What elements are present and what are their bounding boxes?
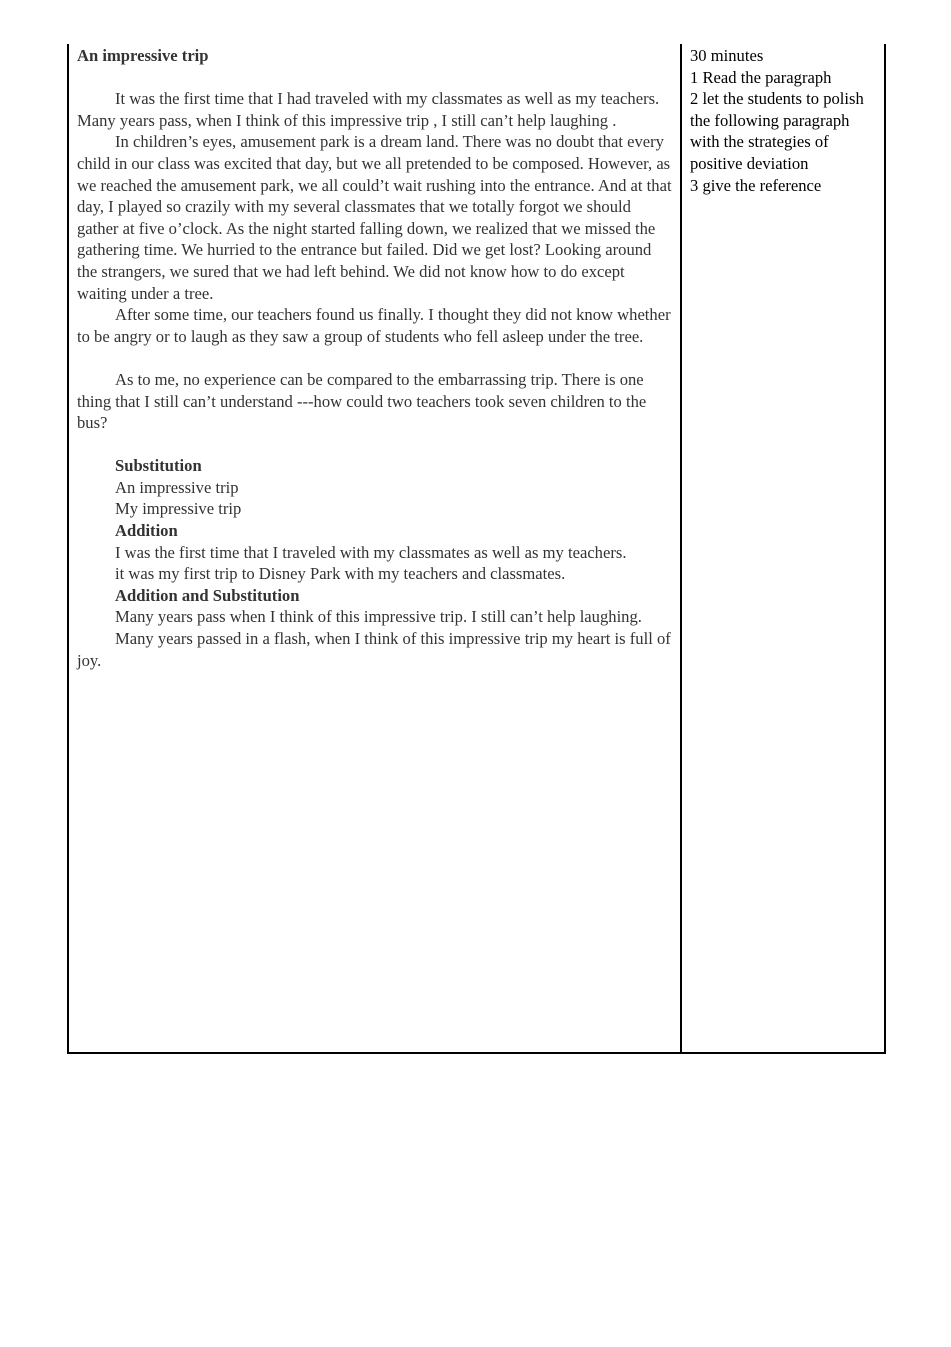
substitution-original: An impressive trip <box>115 477 239 497</box>
addition-heading: Addition <box>115 521 178 541</box>
addition-substitution-revised: Many years passed in a flash, when I think of this impressive trip my heart is full of joy. <box>77 629 671 670</box>
addition-original: I was the first time that I traveled with my classmates as well as my teachers. <box>115 542 627 562</box>
essay-paragraph-1: It was the first time that I had traveled with my classmates as well as my teachers. Many years pass, when I think of this impressive trip , I still can’t help laughing . <box>77 89 660 130</box>
procedure-step-3: 3 give the reference <box>690 175 822 195</box>
substitution-heading: Substitution <box>115 456 202 476</box>
procedure-step-1: 1 Read the paragraph <box>690 67 832 87</box>
addition-substitution-original: Many years pass when I think of this impressive trip. I still can’t help laughing. <box>115 607 642 627</box>
addition-revised: it was my first trip to Disney Park with my teachers and classmates. <box>115 564 566 584</box>
procedure-time: 30 minutes <box>690 46 764 65</box>
substitution-revised: My impressive trip <box>115 499 242 519</box>
column-divider <box>680 44 682 1054</box>
addition-substitution-heading: Addition and Substitution <box>115 585 300 605</box>
essay-column <box>77 45 675 671</box>
procedure-column <box>690 45 880 196</box>
essay-title: An impressive trip <box>77 46 209 65</box>
procedure-step-2: 2 let the students to polish the following paragraph with the strategies of positive deviation <box>690 89 864 173</box>
essay-paragraph-4: As to me, no experience can be compared to the embarrassing trip. There is one thing that I still can’t understand ---how could two teachers took seven children to the bus? <box>77 369 647 433</box>
essay-paragraph-3: After some time, our teachers found us finally. I thought they did not know whether to be angry or to laugh as they saw a group of students who fell asleep under the tree. <box>77 305 671 346</box>
essay-paragraph-2: In children’s eyes, amusement park is a dream land. There was no doubt that every child in our class was excited that day, but we all pretended to be composed. However, as we reached the amusement park, we all could’t wait rushing into the entrance. And at that day, I played so crazily with my several classmates that we totally forgot we should gather at five o’clock. As the night started falling down, we realized that we missed the gathering time. We hurried to the entrance but failed. Did we get lost? Looking around the strangers, we sured that we had left behind. We did not know how to do except waiting under a tree. <box>77 132 672 303</box>
